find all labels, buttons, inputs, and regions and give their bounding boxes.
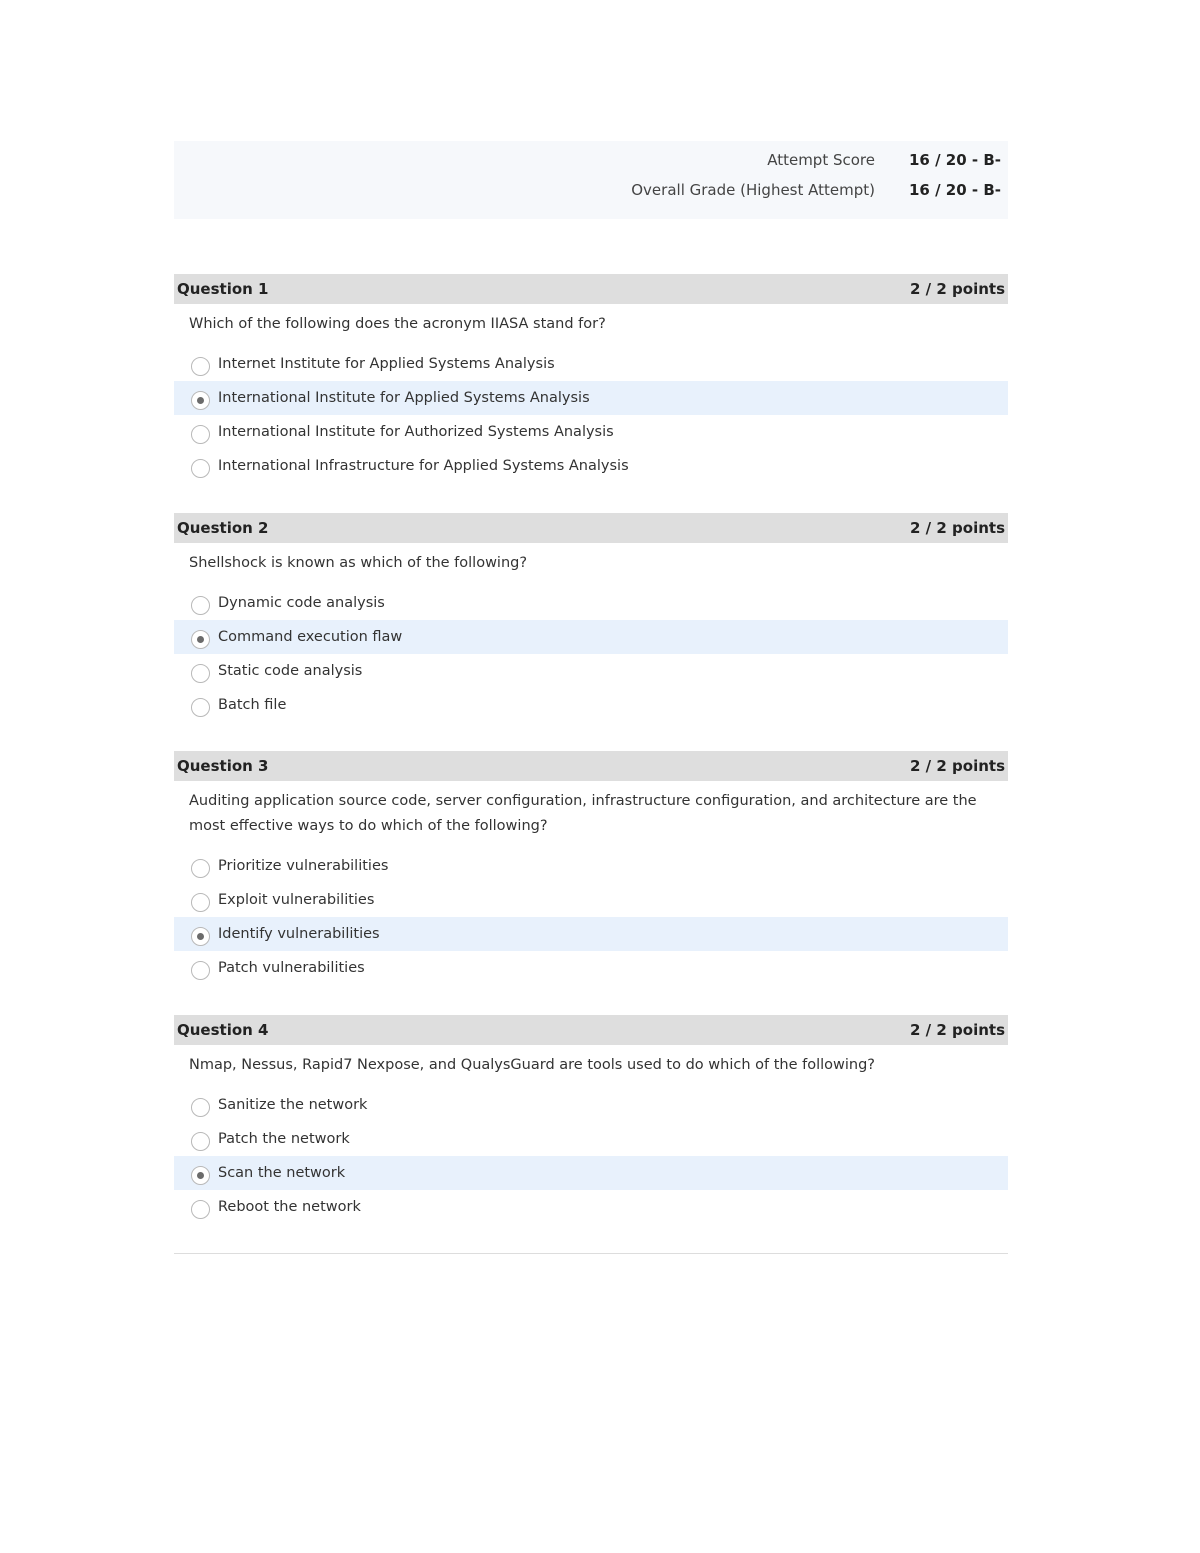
question-text: Which of the following does the acronym IIASA stand for? <box>189 316 606 332</box>
radio-button[interactable] <box>191 859 210 878</box>
radio-button[interactable] <box>191 1132 210 1151</box>
question-3 <box>174 751 1008 985</box>
overall-grade-label: Overall Grade (Highest Attempt) <box>631 181 875 199</box>
question-text: Nmap, Nessus, Rapid7 Nexpose, and QualysGuard are tools used to do which of the following? <box>189 1057 875 1073</box>
answer-label: Sanitize the network <box>218 1097 368 1113</box>
question-1 <box>174 274 1008 483</box>
question-points: 2 / 2 points <box>910 280 1005 298</box>
answer-option[interactable] <box>174 688 1008 722</box>
answer-option[interactable] <box>174 1156 1008 1190</box>
radio-button[interactable] <box>191 357 210 376</box>
answer-option[interactable] <box>174 449 1008 483</box>
score-summary <box>174 141 1008 219</box>
overall-grade-value: 16 / 20 - B- <box>909 181 1001 199</box>
answer-option[interactable] <box>174 586 1008 620</box>
answer-label: Static code analysis <box>218 663 363 679</box>
answer-option[interactable] <box>174 347 1008 381</box>
question-header <box>174 1015 1008 1045</box>
answer-label: Dynamic code analysis <box>218 595 385 611</box>
overall-grade-row <box>515 179 1008 201</box>
radio-button[interactable] <box>191 698 210 717</box>
answer-label: Internet Institute for Applied Systems Analysis <box>218 356 555 372</box>
question-header <box>174 274 1008 304</box>
question-4 <box>174 1015 1008 1224</box>
answer-option[interactable] <box>174 849 1008 883</box>
answer-option[interactable] <box>174 654 1008 688</box>
answer-label: International Infrastructure for Applied Systems Analysis <box>218 458 629 474</box>
answer-option[interactable] <box>174 883 1008 917</box>
answer-label: International Institute for Applied Systems Analysis <box>218 390 590 406</box>
answer-label: Prioritize vulnerabilities <box>218 858 389 874</box>
answer-options <box>174 1088 1008 1224</box>
question-title: Question 3 <box>177 757 269 775</box>
question-text: Shellshock is known as which of the following? <box>189 555 528 571</box>
quiz-results-page <box>174 141 1008 1215</box>
answer-label: Scan the network <box>218 1165 346 1181</box>
radio-button-selected[interactable] <box>191 630 210 649</box>
answer-label: Command execution flaw <box>218 629 403 645</box>
answer-label: Batch file <box>218 697 287 713</box>
radio-button[interactable] <box>191 459 210 478</box>
answer-option[interactable] <box>174 415 1008 449</box>
radio-button[interactable] <box>191 893 210 912</box>
question-2 <box>174 513 1008 722</box>
answer-label: Patch vulnerabilities <box>218 960 365 976</box>
radio-button[interactable] <box>191 596 210 615</box>
radio-button[interactable] <box>191 664 210 683</box>
question-points: 2 / 2 points <box>910 757 1005 775</box>
answer-label: Patch the network <box>218 1131 350 1147</box>
answer-options <box>174 586 1008 722</box>
question-points: 2 / 2 points <box>910 519 1005 537</box>
radio-button-selected[interactable] <box>191 1166 210 1185</box>
radio-button[interactable] <box>191 1200 210 1219</box>
answer-option[interactable] <box>174 1088 1008 1122</box>
question-header <box>174 513 1008 543</box>
radio-button[interactable] <box>191 425 210 444</box>
answer-options <box>174 347 1008 483</box>
attempt-score-value: 16 / 20 - B- <box>909 151 1001 169</box>
answer-label: Identify vulnerabilities <box>218 926 380 942</box>
answer-options <box>174 849 1008 985</box>
answer-option[interactable] <box>174 381 1008 415</box>
answer-label: Reboot the network <box>218 1199 361 1215</box>
question-text: Auditing application source code, server configuration, infrastructure configuration, and architecture are the most effective ways to do which of the following? <box>189 793 977 834</box>
answer-option[interactable] <box>174 1122 1008 1156</box>
radio-button[interactable] <box>191 1098 210 1117</box>
answer-option[interactable] <box>174 951 1008 985</box>
radio-button[interactable] <box>191 961 210 980</box>
answer-label: Exploit vulnerabilities <box>218 892 375 908</box>
answer-option[interactable] <box>174 620 1008 654</box>
radio-button-selected[interactable] <box>191 391 210 410</box>
question-header <box>174 751 1008 781</box>
question-title: Question 1 <box>177 280 269 298</box>
attempt-score-label: Attempt Score <box>767 151 875 169</box>
question-title: Question 2 <box>177 519 269 537</box>
attempt-score-row <box>515 149 1008 171</box>
divider <box>174 1253 1008 1254</box>
radio-button-selected[interactable] <box>191 927 210 946</box>
answer-label: International Institute for Authorized Systems Analysis <box>218 424 614 440</box>
answer-option[interactable] <box>174 1190 1008 1224</box>
answer-option[interactable] <box>174 917 1008 951</box>
question-title: Question 4 <box>177 1021 269 1039</box>
question-points: 2 / 2 points <box>910 1021 1005 1039</box>
